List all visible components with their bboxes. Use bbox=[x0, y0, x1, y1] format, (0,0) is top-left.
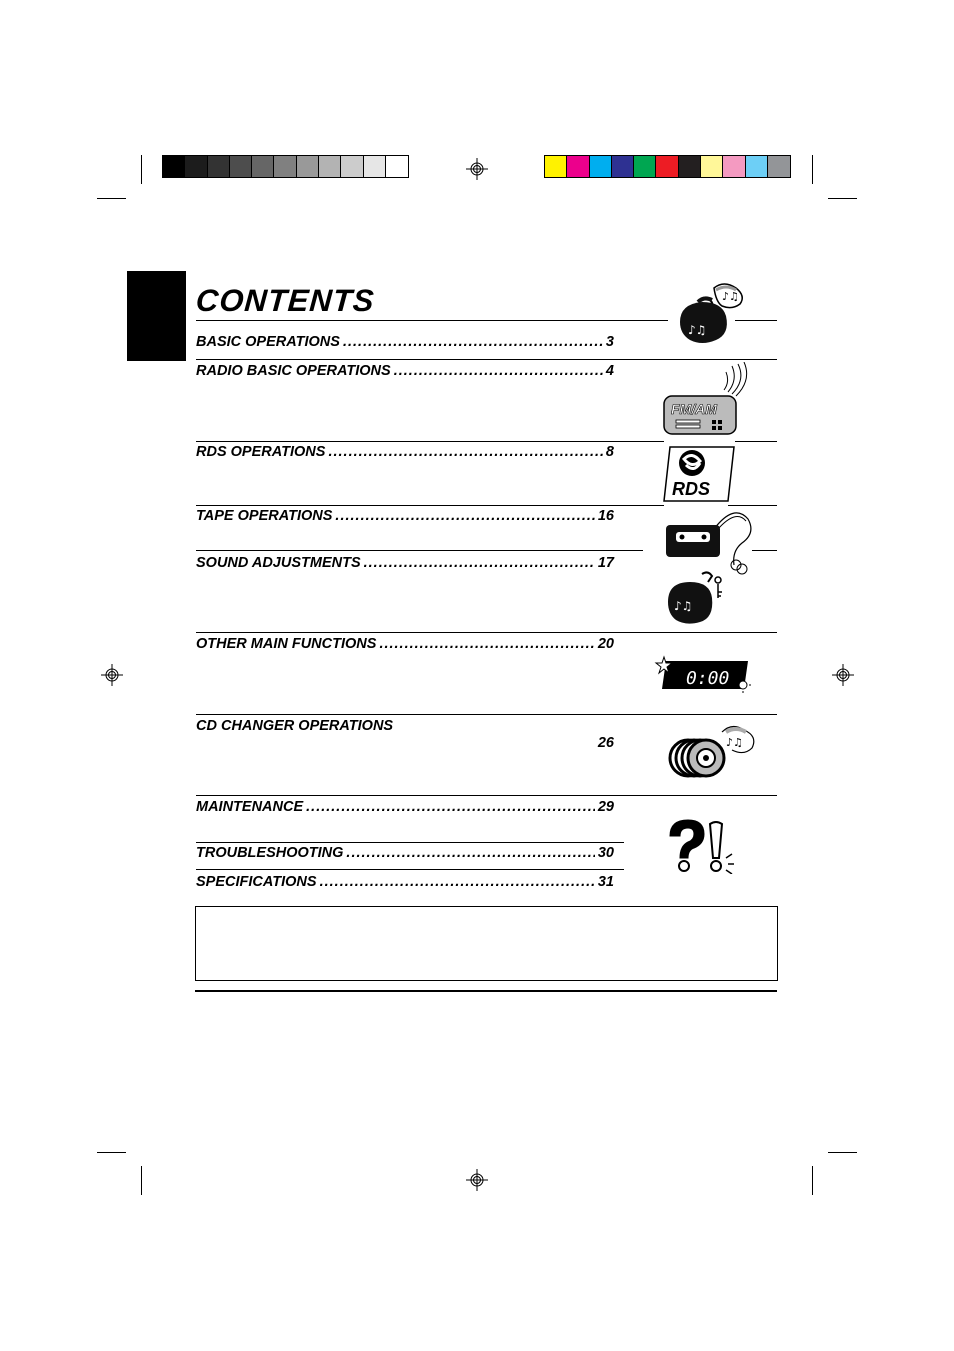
toc-entry-sound-adjustments[interactable] bbox=[196, 555, 614, 571]
registration-mark-icon bbox=[101, 664, 123, 686]
toc-label: SOUND ADJUSTMENTS bbox=[196, 555, 361, 571]
divider bbox=[196, 842, 624, 843]
color-swatch bbox=[590, 156, 612, 177]
toc-leader bbox=[320, 874, 595, 890]
crop-mark bbox=[97, 1152, 126, 1153]
toc-page: 17 bbox=[597, 555, 614, 571]
toc-label: MAINTENANCE bbox=[196, 799, 304, 815]
toc-page: 4 bbox=[605, 363, 614, 379]
crop-mark bbox=[812, 155, 813, 184]
gray-swatch bbox=[208, 156, 230, 177]
svg-text:♪♫: ♪♫ bbox=[726, 736, 743, 749]
note-box bbox=[195, 906, 778, 981]
color-swatch bbox=[746, 156, 768, 177]
bottom-rule bbox=[195, 990, 777, 992]
toc-entry-specifications[interactable] bbox=[196, 874, 614, 890]
toc-label: TROUBLESHOOTING bbox=[196, 845, 344, 861]
page-title: CONTENTS bbox=[194, 283, 376, 318]
toc-entry-cd-changer-operations[interactable] bbox=[196, 718, 393, 734]
rds-logo-icon bbox=[662, 445, 736, 503]
divider bbox=[196, 359, 777, 360]
color-swatch bbox=[634, 156, 656, 177]
toc-label: CD CHANGER OPERATIONS bbox=[196, 718, 394, 734]
clock-display-icon bbox=[654, 655, 754, 695]
crop-mark bbox=[97, 198, 126, 199]
toc-entry-tape-operations[interactable] bbox=[196, 508, 614, 524]
toc-label: OTHER MAIN FUNCTIONS bbox=[196, 636, 377, 652]
toc-leader bbox=[328, 444, 602, 460]
gray-swatch bbox=[297, 156, 319, 177]
divider bbox=[196, 441, 664, 442]
color-swatch bbox=[545, 156, 567, 177]
gray-swatch bbox=[230, 156, 252, 177]
toc-leader bbox=[306, 799, 595, 815]
crop-mark bbox=[828, 1152, 857, 1153]
svg-text:♪♫: ♪♫ bbox=[674, 599, 693, 613]
clock-label: 0:00 bbox=[686, 668, 730, 689]
gray-swatch bbox=[163, 156, 185, 177]
toc-leader bbox=[346, 845, 594, 861]
gray-swatch bbox=[274, 156, 296, 177]
divider bbox=[196, 632, 777, 633]
toc-page: 30 bbox=[597, 845, 614, 861]
sound-bag-icon bbox=[664, 570, 734, 626]
language-tab bbox=[127, 271, 186, 361]
music-bag-icon bbox=[672, 278, 752, 348]
toc-leader bbox=[343, 334, 603, 350]
cassette-tape-icon bbox=[664, 507, 756, 575]
fm-am-radio-icon bbox=[662, 362, 754, 437]
toc-label: TAPE OPERATIONS bbox=[196, 508, 333, 524]
color-swatch bbox=[612, 156, 634, 177]
color-swatch bbox=[701, 156, 723, 177]
divider bbox=[196, 714, 777, 715]
divider bbox=[196, 869, 624, 870]
gray-swatch bbox=[364, 156, 386, 177]
registration-mark-icon bbox=[466, 158, 488, 180]
toc-entry-other-main-functions[interactable] bbox=[196, 636, 614, 652]
toc-entry-radio-basic-operations[interactable] bbox=[196, 363, 614, 379]
toc-leader bbox=[335, 508, 594, 524]
registration-mark-icon bbox=[466, 1169, 488, 1191]
color-swatch bbox=[656, 156, 678, 177]
toc-entry-basic-operations[interactable] bbox=[196, 334, 614, 350]
divider bbox=[196, 550, 643, 551]
divider bbox=[196, 505, 664, 506]
toc-leader bbox=[394, 363, 603, 379]
divider bbox=[196, 320, 668, 321]
gray-swatch bbox=[319, 156, 341, 177]
fm-am-label: FM/AM bbox=[671, 401, 717, 417]
toc-label: SPECIFICATIONS bbox=[196, 874, 317, 890]
toc-page: 31 bbox=[597, 874, 614, 890]
rds-label: RDS bbox=[672, 479, 711, 499]
svg-text:♪♫: ♪♫ bbox=[722, 290, 739, 303]
toc-entry-maintenance[interactable] bbox=[196, 799, 614, 815]
toc-entry-troubleshooting[interactable] bbox=[196, 845, 614, 861]
toc-page: 26 bbox=[597, 735, 614, 751]
color-calibration-bar bbox=[544, 155, 791, 178]
color-swatch bbox=[679, 156, 701, 177]
grayscale-calibration-bar bbox=[162, 155, 409, 178]
gray-swatch bbox=[386, 156, 408, 177]
color-swatch bbox=[567, 156, 589, 177]
crop-mark bbox=[812, 1166, 813, 1195]
color-swatch bbox=[723, 156, 745, 177]
divider bbox=[735, 441, 777, 442]
color-swatch bbox=[768, 156, 790, 177]
toc-page: 3 bbox=[605, 334, 614, 350]
toc-label: RADIO BASIC OPERATIONS bbox=[196, 363, 391, 379]
question-exclamation-icon bbox=[664, 818, 744, 874]
crop-mark bbox=[141, 1166, 142, 1195]
toc-page: 20 bbox=[597, 636, 614, 652]
gray-swatch bbox=[341, 156, 363, 177]
gray-swatch bbox=[185, 156, 207, 177]
toc-label: RDS OPERATIONS bbox=[196, 444, 326, 460]
toc-page: 29 bbox=[597, 799, 614, 815]
toc-page: 16 bbox=[597, 508, 614, 524]
gray-swatch bbox=[252, 156, 274, 177]
crop-mark bbox=[828, 198, 857, 199]
toc-leader bbox=[364, 555, 595, 571]
toc-page: 8 bbox=[605, 444, 614, 460]
divider bbox=[728, 505, 777, 506]
toc-label: BASIC OPERATIONS bbox=[196, 334, 340, 350]
toc-leader bbox=[379, 636, 594, 652]
cd-changer-icon bbox=[666, 722, 762, 782]
toc-entry-rds-operations[interactable] bbox=[196, 444, 614, 460]
crop-mark bbox=[141, 155, 142, 184]
svg-text:♪♫: ♪♫ bbox=[688, 323, 707, 337]
divider bbox=[196, 795, 777, 796]
registration-mark-icon bbox=[832, 664, 854, 686]
